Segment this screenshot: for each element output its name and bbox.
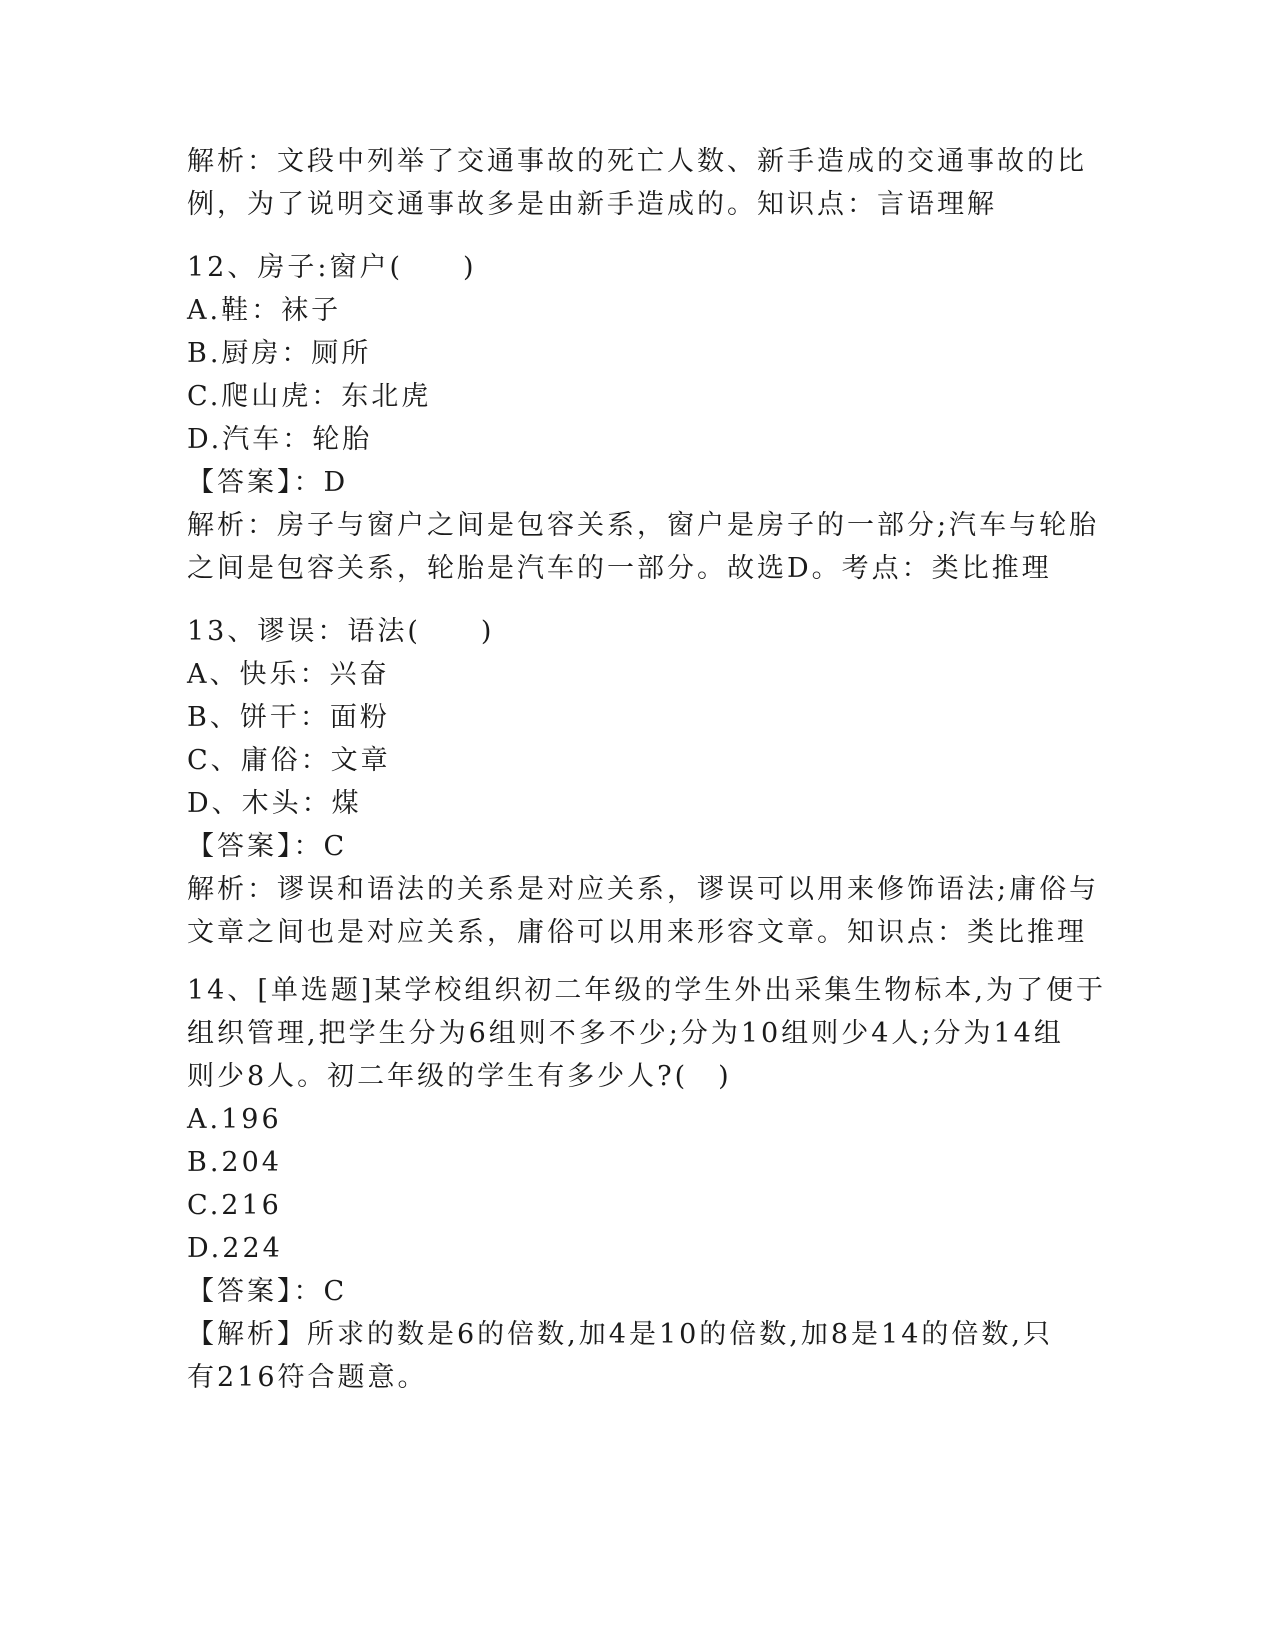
- page-content: [187, 140, 1107, 1399]
- analysis-line: 有216符合题意。: [187, 1362, 428, 1393]
- question-stem: 13、谬误：语法( ): [187, 616, 495, 647]
- analysis-line: 解析：房子与窗户之间是包容关系，窗户是房子的一部分;汽车与轮胎: [187, 510, 1100, 541]
- option-d: D.224: [187, 1233, 283, 1264]
- question-stem-line: 14、[单选题]某学校组织初二年级的学生外出采集生物标本,为了便于: [187, 975, 1107, 1006]
- analysis-line: 例，为了说明交通事故多是由新手造成的。知识点：言语理解: [187, 189, 997, 220]
- answer-line: 【答案】：D: [187, 467, 349, 498]
- option-c: C、庸俗：文章: [187, 745, 391, 776]
- option-b: B.厨房：厕所: [187, 338, 372, 369]
- analysis-line: 解析：文段中列举了交通事故的死亡人数、新手造成的交通事故的比: [187, 146, 1087, 177]
- analysis-line: 【解析】所求的数是6的倍数,加4是10的倍数,加8是14的倍数,只: [187, 1319, 1053, 1350]
- option-b: B.204: [187, 1147, 282, 1178]
- option-d: D、木头：煤: [187, 788, 362, 819]
- option-b: B、饼干：面粉: [187, 702, 390, 733]
- question-stem-line: 组织管理,把学生分为6组则不多不少;分为10组则少4人;分为14组: [187, 1018, 1064, 1049]
- analysis-line: 之间是包容关系，轮胎是汽车的一部分。故选D。考点：类比推理: [187, 553, 1052, 584]
- option-d: D.汽车：轮胎: [187, 424, 373, 455]
- analysis-line: 解析：谬误和语法的关系是对应关系，谬误可以用来修饰语法;庸俗与: [187, 874, 1100, 905]
- answer-line: 【答案】：C: [187, 1276, 348, 1307]
- option-c: C.216: [187, 1190, 282, 1221]
- option-c: C.爬山虎：东北虎: [187, 381, 432, 412]
- option-a: A.196: [187, 1104, 282, 1135]
- answer-line: 【答案】：C: [187, 831, 348, 862]
- question-13: [187, 610, 1100, 954]
- question-12: [187, 246, 1100, 590]
- option-a: A、快乐：兴奋: [187, 659, 390, 690]
- intro-analysis: [187, 140, 1087, 226]
- option-a: A.鞋：袜子: [187, 295, 342, 326]
- question-stem: 12、房子:窗户( ): [187, 252, 477, 283]
- analysis-line: 文章之间也是对应关系，庸俗可以用来形容文章。知识点：类比推理: [187, 917, 1087, 948]
- question-14: [187, 969, 1107, 1399]
- question-stem-line: 则少8人。初二年级的学生有多少人?( ): [187, 1061, 732, 1092]
